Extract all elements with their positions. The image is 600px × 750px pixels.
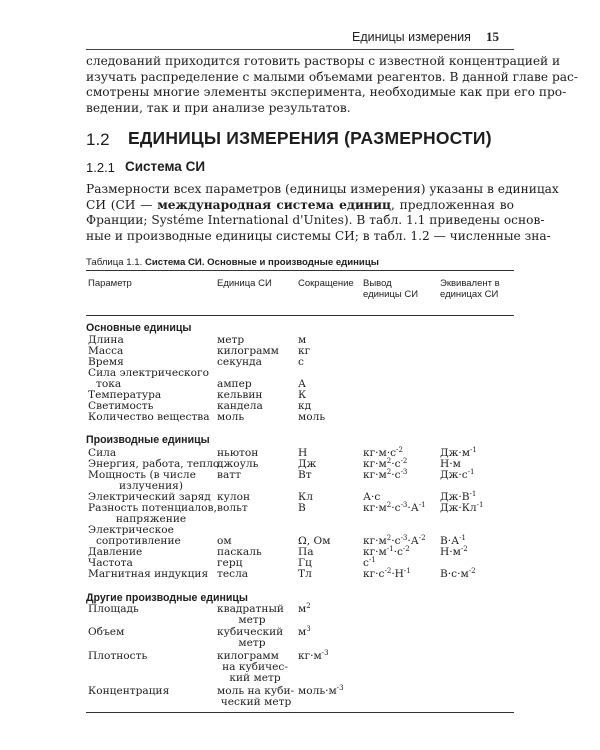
unit-cell: вольт	[217, 502, 248, 514]
formula-exponent: -3	[336, 684, 344, 692]
param-cell: Разность потенциалов,	[88, 502, 217, 514]
formula-base: В·с·м	[440, 568, 469, 580]
intro-line: ведении, так и при анализе результатов.	[86, 100, 351, 115]
body-line: Франции; Systéme International d'Unites). В табл. 1.1 приведены основ-	[86, 213, 545, 228]
formula-base: кг·м	[363, 502, 387, 514]
formula-exponent: -1	[368, 556, 376, 564]
formula-base: ·с	[391, 535, 401, 547]
param-cell: Электрическое	[88, 524, 174, 536]
formula-exponent: -2	[468, 567, 476, 575]
unit-cell: кельвин	[217, 389, 263, 401]
formula-base: с	[363, 557, 369, 569]
unit-cell: паскаль	[217, 546, 262, 558]
abbr-cell: Дж	[298, 458, 317, 470]
unit-cell: моль на куби-	[217, 685, 295, 697]
header-derivation: Вывод единицы СИ	[363, 278, 419, 300]
intro-paragraph	[86, 54, 579, 116]
abbr-cell: К	[298, 389, 307, 401]
unit-cell: метр	[217, 334, 245, 346]
header-param: Параметр	[88, 278, 132, 289]
formula-base: ·с	[393, 546, 403, 558]
equivalent-cell	[440, 547, 514, 558]
abbr-cell	[298, 627, 360, 638]
formula-exponent: -1	[469, 490, 477, 498]
unit-cell: кий метр	[229, 672, 281, 684]
body-text: СИ (СИ —	[86, 197, 158, 212]
formula-base: Дж·м	[440, 447, 470, 459]
formula-exponent: -3	[400, 501, 408, 509]
table-top-rule	[86, 270, 514, 271]
formula-exponent: 2	[386, 457, 392, 465]
page-number: 15	[486, 29, 499, 44]
formula-exponent: -1	[467, 468, 475, 476]
formula-base: кг·м	[363, 458, 387, 470]
unit-cell: килограмм	[217, 650, 279, 662]
derivation-cell	[363, 569, 437, 580]
section-number: 1.2	[86, 130, 110, 149]
param-cell: Магнитная индукция	[88, 568, 209, 580]
formula-exponent: -1	[403, 567, 411, 575]
body-line: ные и производные единицы системы СИ; в табл. 1.2 — численные зна-	[86, 228, 551, 243]
unit-cell: метр	[238, 614, 266, 626]
formula-exponent: -3	[400, 468, 408, 476]
param-cell: напряжение	[115, 513, 187, 525]
equivalent-cell	[440, 536, 514, 547]
abbr-cell: Н	[298, 447, 308, 459]
body-text: , предложенная во	[391, 197, 514, 212]
group-derived-units: Производные единицы	[86, 434, 210, 446]
param-cell: Мощность (в числе	[88, 469, 196, 481]
unit-cell: кандела	[217, 400, 263, 412]
formula-base: кг·м	[363, 546, 387, 558]
param-cell: Плотность	[88, 650, 148, 662]
param-cell: Количество вещества	[88, 411, 210, 423]
equivalent-cell	[440, 569, 514, 580]
unit-cell: ампер	[217, 378, 252, 390]
unit-cell: моль	[217, 411, 245, 423]
formula-base: Дж·с	[440, 469, 468, 481]
formula-exponent: -2	[396, 446, 403, 454]
formula-base: Дж·Кл	[440, 502, 477, 514]
abbr-cell: Кл	[298, 491, 313, 503]
subsection-title: Система СИ	[125, 159, 206, 174]
abbr-cell: м	[298, 334, 307, 346]
formula-exponent: -3	[321, 649, 329, 657]
formula-base: кг·с	[363, 568, 385, 580]
running-title: Единицы измерения	[352, 30, 471, 44]
equivalent-cell: Н·м	[440, 458, 461, 470]
formula-exponent: -1	[476, 501, 484, 509]
formula-base: кг·м	[363, 469, 387, 481]
formula-base: кг·м·с	[363, 447, 397, 459]
equivalent-cell	[440, 503, 514, 514]
equivalent-cell	[440, 448, 514, 459]
param-cell: Светимость	[88, 400, 154, 412]
formula-exponent: -3	[400, 534, 408, 542]
formula-base: ·А	[407, 502, 419, 514]
formula-exponent: -2	[402, 545, 410, 553]
param-cell: Энергия, работа, тепло	[88, 458, 220, 470]
derivation-cell	[363, 503, 437, 514]
header-equivalent: Эквивалент в единицах СИ	[440, 278, 500, 300]
unit-cell: на кубичес-	[222, 661, 288, 673]
formula-exponent: -1	[386, 545, 394, 553]
unit-cell: ческий метр	[220, 696, 292, 708]
formula-exponent: -1	[459, 534, 467, 542]
param-cell: Время	[88, 356, 124, 368]
formula-base: ·с	[391, 458, 401, 470]
param-cell: излучения)	[118, 480, 183, 492]
body-line: Размерности всех параметров (единицы измерения) указаны в единицах	[86, 182, 559, 196]
unit-cell: ом	[217, 535, 232, 547]
subsection-number: 1.2.1	[86, 160, 115, 175]
formula-exponent: -1	[418, 501, 426, 509]
formula-base: м	[298, 603, 307, 615]
table-caption	[86, 257, 379, 268]
unit-cell: кулон	[217, 491, 251, 503]
abbr-cell: В	[298, 502, 306, 514]
formula-exponent: 3	[306, 625, 311, 633]
body-line	[86, 198, 514, 214]
param-cell: Длина	[88, 334, 124, 346]
param-cell: Электрический заряд	[88, 491, 211, 503]
param-cell: Температура	[88, 389, 162, 401]
abbr-cell: кг	[298, 345, 311, 357]
emphasis-term: международная система единиц	[157, 197, 392, 212]
formula-exponent: -2	[418, 534, 426, 542]
unit-cell: тесла	[217, 568, 249, 580]
derivation-cell	[363, 536, 437, 547]
unit-cell: ньютон	[217, 447, 259, 459]
header-unit: Единица СИ	[217, 278, 272, 289]
formula-exponent: -2	[384, 567, 392, 575]
group-base-units: Основные единицы	[86, 322, 192, 334]
param-cell: Сила	[88, 447, 117, 459]
param-cell: Концентрация	[88, 685, 170, 697]
abbr-cell: Гц	[298, 557, 312, 569]
formula-base: Дж·В	[440, 491, 470, 503]
abbr-cell: Ω, Ом	[298, 535, 331, 547]
formula-base: Н·м	[440, 546, 461, 558]
formula-base: ·А	[407, 535, 419, 547]
derivation-cell	[363, 558, 437, 569]
unit-cell: секунда	[217, 356, 262, 368]
intro-line: смотрены многие элементы эксперимента, необходимые как при его про-	[86, 85, 567, 100]
abbr-cell: А	[298, 378, 307, 390]
param-cell: тока	[96, 378, 122, 390]
param-cell: Давление	[88, 546, 143, 558]
table-bottom-rule	[86, 712, 514, 713]
formula-base: ·Н	[391, 568, 404, 580]
param-cell: Сила электрического	[88, 367, 209, 379]
abbr-cell: Тл	[298, 568, 312, 580]
unit-cell: метр	[238, 637, 266, 649]
param-cell: Частота	[88, 557, 133, 569]
formula-exponent: -2	[400, 457, 408, 465]
body-paragraph	[86, 182, 559, 244]
table-caption-prefix: Таблица 1.1.	[86, 257, 145, 268]
table-caption-title: Система СИ. Основные и производные единицы	[144, 257, 379, 268]
section-title: ЕДИНИЦЫ ИЗМЕРЕНИЯ (РАЗМЕРНОСТИ)	[128, 128, 492, 148]
formula-exponent: -2	[460, 545, 468, 553]
formula-exponent: 2	[386, 468, 392, 476]
table-header-rule	[86, 315, 514, 316]
intro-line: следований приходится готовить растворы с известной концентрацией и	[86, 54, 561, 68]
abbr-cell	[298, 686, 360, 697]
formula-base: кг·м	[298, 650, 322, 662]
formula-base: моль·м	[298, 685, 337, 697]
abbr-cell: Па	[298, 546, 314, 558]
formula-base: кг·м	[363, 535, 387, 547]
formula-base: ·с	[391, 469, 401, 481]
header-rule	[86, 49, 514, 50]
unit-cell: кубический	[217, 626, 284, 638]
abbr-cell: моль	[298, 411, 326, 423]
param-cell: Площадь	[88, 603, 139, 615]
unit-cell: килограмм	[217, 345, 279, 357]
formula-exponent: 2	[386, 534, 392, 542]
header-abbr: Сокращение	[298, 278, 354, 289]
param-cell: Объем	[88, 626, 125, 638]
unit-cell: джоуль	[217, 458, 259, 470]
derivation-cell: А·с	[363, 491, 381, 503]
abbr-cell: с	[298, 356, 304, 368]
formula-exponent: 2	[386, 501, 392, 509]
unit-cell: квадратный	[217, 603, 284, 615]
unit-cell: герц	[217, 557, 243, 569]
formula-exponent: 2	[306, 602, 311, 610]
formula-base: В·А	[440, 535, 460, 547]
formula-base: м	[298, 626, 307, 638]
intro-line: изучать распределение с малыми объемами реагентов. В данной главе рас-	[86, 69, 579, 84]
group-other-units: Другие производные единицы	[86, 592, 248, 604]
abbr-cell: Вт	[298, 469, 312, 481]
derivation-cell	[363, 470, 437, 481]
formula-exponent: -1	[469, 446, 477, 454]
abbr-cell: кд	[298, 400, 312, 412]
abbr-cell	[298, 651, 360, 662]
unit-cell: ватт	[217, 469, 242, 481]
abbr-cell	[298, 604, 360, 615]
param-cell: сопротивление	[96, 535, 181, 547]
param-cell: Масса	[88, 345, 124, 357]
equivalent-cell	[440, 470, 514, 481]
formula-base: ·с	[391, 502, 401, 514]
